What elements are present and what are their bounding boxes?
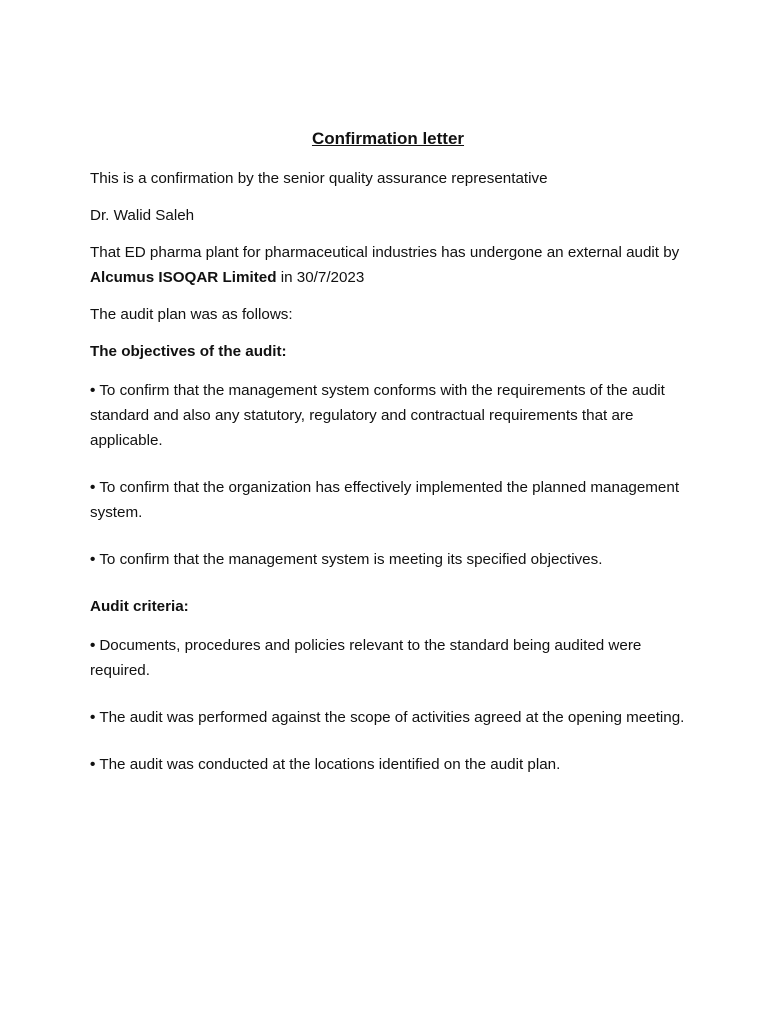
list-item [90, 633, 686, 683]
criteria-text: The audit was conducted at the locations identified on the audit plan. [99, 756, 561, 773]
criteria-text: Documents, procedures and policies relevant to the standard being audited were required. [90, 637, 642, 679]
statement-text-before: That ED pharma plant for pharmaceutical industries has undergone an external audit by [90, 244, 680, 261]
criteria-heading: Audit criteria: [90, 598, 189, 615]
objective-text: To confirm that the management system conforms with the requirements of the audit standard and also any statutory, regulatory and contractual requirements that are applicable. [90, 382, 665, 449]
plan-intro: The audit plan was as follows: [90, 306, 293, 323]
bullet-icon: • [90, 756, 96, 773]
list-item [90, 547, 686, 572]
letter-body [90, 126, 686, 799]
objective-text: To confirm that the organization has effectively implemented the planned management system. [90, 479, 680, 521]
objective-text: To confirm that the management system is meeting its specified objectives. [99, 551, 603, 568]
bullet-icon: • [90, 479, 96, 496]
audit-statement [90, 240, 686, 290]
bullet-icon: • [90, 551, 96, 568]
list-item [90, 378, 686, 453]
list-item [90, 705, 686, 730]
bullet-icon: • [90, 637, 96, 654]
bullet-icon: • [90, 709, 96, 726]
objectives-heading: The objectives of the audit: [90, 343, 287, 360]
statement-text-after: in 30/7/2023 [276, 269, 365, 286]
criteria-text: The audit was performed against the scope of activities agreed at the opening meeting. [99, 709, 685, 726]
bullet-icon: • [90, 382, 96, 399]
representative-name: Dr. Walid Saleh [90, 207, 195, 224]
objectives-list [90, 378, 686, 572]
list-item [90, 752, 686, 777]
auditor-name: Alcumus ISOQAR Limited [90, 269, 277, 286]
list-item [90, 475, 686, 525]
criteria-list [90, 633, 686, 777]
page-title: Confirmation letter [311, 129, 465, 148]
intro-paragraph: This is a confirmation by the senior quality assurance representative [90, 170, 548, 187]
